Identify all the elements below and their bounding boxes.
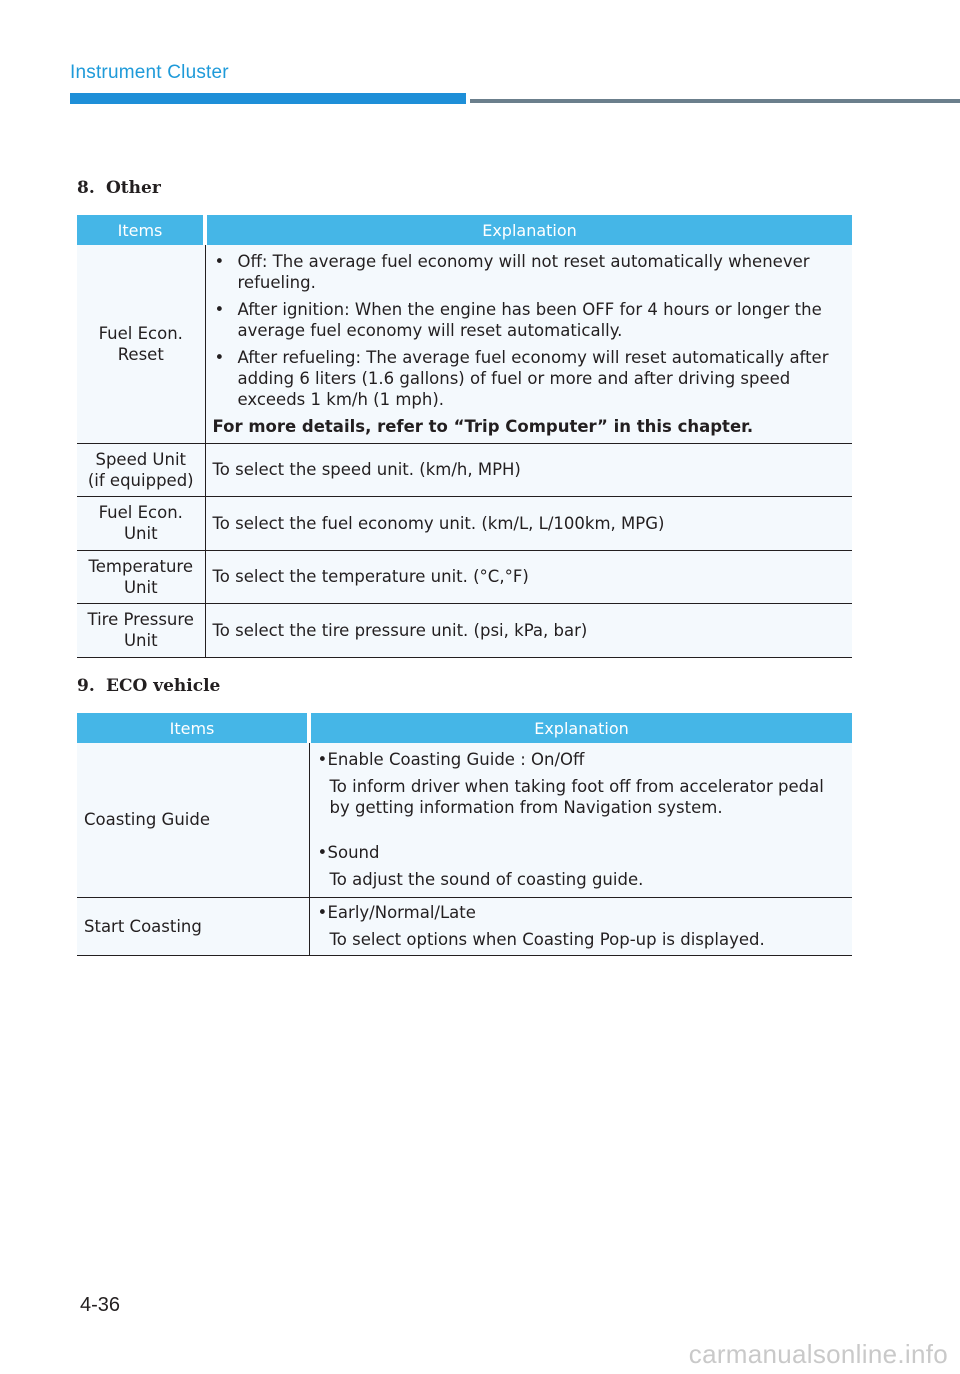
explanation-cell: To select the fuel economy unit. (km/L, L/100km, MPG) <box>205 496 852 550</box>
table-row <box>77 897 852 955</box>
table-header-row <box>77 215 852 245</box>
explanation-cell <box>309 743 852 897</box>
section-heading-eco <box>77 676 220 696</box>
section-title: Other <box>106 178 161 198</box>
item-cell <box>77 245 205 443</box>
item-label-qualifier: Unit <box>123 631 158 650</box>
section-title: ECO vehicle <box>106 676 221 696</box>
header-rule <box>470 99 960 103</box>
item-cell <box>77 603 205 657</box>
table-row <box>77 743 852 897</box>
list-item: • After refueling: The average fuel economy will reset automatically after adding 6 liters (1.6 gallons) of fuel or more and after driving speed exceeds 1 km/h (1 mph). <box>213 347 843 410</box>
table-header-row <box>77 713 852 743</box>
table-row <box>77 496 852 550</box>
option-entry <box>318 842 841 890</box>
section-number: 8. <box>77 178 95 198</box>
bullet-list <box>213 251 843 410</box>
option-description: To inform driver when taking foot off from accelerator pedal by getting information from Navigation system. <box>329 777 824 818</box>
option-entry <box>318 749 841 818</box>
eco-vehicle-table <box>77 713 852 956</box>
table-row <box>77 603 852 657</box>
item-label: Fuel Econ. Reset <box>98 323 183 364</box>
option-description: To select options when Coasting Pop-up is displayed. <box>329 930 765 949</box>
item-label: Tire Pressure <box>87 610 194 629</box>
option-title: • Enable Coasting Guide : On/Off <box>318 749 841 770</box>
column-header-items: Items <box>77 215 205 245</box>
table-row <box>77 245 852 443</box>
item-label: Temperature <box>88 556 194 576</box>
explanation-cell: To select the tire pressure unit. (psi, kPa, bar) <box>205 603 852 657</box>
section-number: 9. <box>77 676 95 696</box>
option-title: • Sound <box>318 842 841 863</box>
column-header-explanation: Explanation <box>309 713 852 743</box>
option-description: To adjust the sound of coasting guide. <box>329 870 644 890</box>
header-accent-bar <box>70 93 466 104</box>
item-label-qualifier: Unit <box>123 524 158 543</box>
watermark: carmanualsonline.info <box>688 1339 948 1369</box>
reference-note: For more details, refer to “Trip Computer” in this chapter. <box>212 416 754 436</box>
other-settings-table <box>77 215 852 658</box>
table-row <box>77 550 852 603</box>
option-entry <box>318 902 841 950</box>
explanation-cell: To select the speed unit. (km/h, MPH) <box>205 443 852 496</box>
column-header-explanation: Explanation <box>205 215 852 245</box>
explanation-cell <box>205 245 852 443</box>
item-label: Start Coasting <box>84 916 202 936</box>
item-cell <box>77 550 205 603</box>
item-label-qualifier: Unit <box>123 577 158 597</box>
explanation-cell: To select the temperature unit. (°C,°F) <box>205 550 852 603</box>
list-item: • Off: The average fuel economy will not reset automatically whenever refueling. <box>213 251 843 293</box>
table-row <box>77 443 852 496</box>
item-cell <box>77 897 309 955</box>
item-label: Speed Unit <box>95 449 187 469</box>
page-number: 4-36 <box>80 1294 121 1316</box>
item-cell <box>77 496 205 550</box>
section-heading-other <box>77 178 161 198</box>
item-label: Coasting Guide <box>84 810 211 830</box>
list-item: • After ignition: When the engine has been OFF for 4 hours or longer the average fuel economy will reset automatically. <box>213 299 843 341</box>
column-header-items: Items <box>77 713 309 743</box>
item-cell <box>77 743 309 897</box>
item-label-qualifier: (if equipped) <box>87 470 194 490</box>
chapter-title: Instrument Cluster <box>70 62 229 83</box>
item-cell <box>77 443 205 496</box>
explanation-cell <box>309 897 852 955</box>
option-title: • Early/Normal/Late <box>318 902 841 923</box>
item-label: Fuel Econ. <box>98 503 183 522</box>
